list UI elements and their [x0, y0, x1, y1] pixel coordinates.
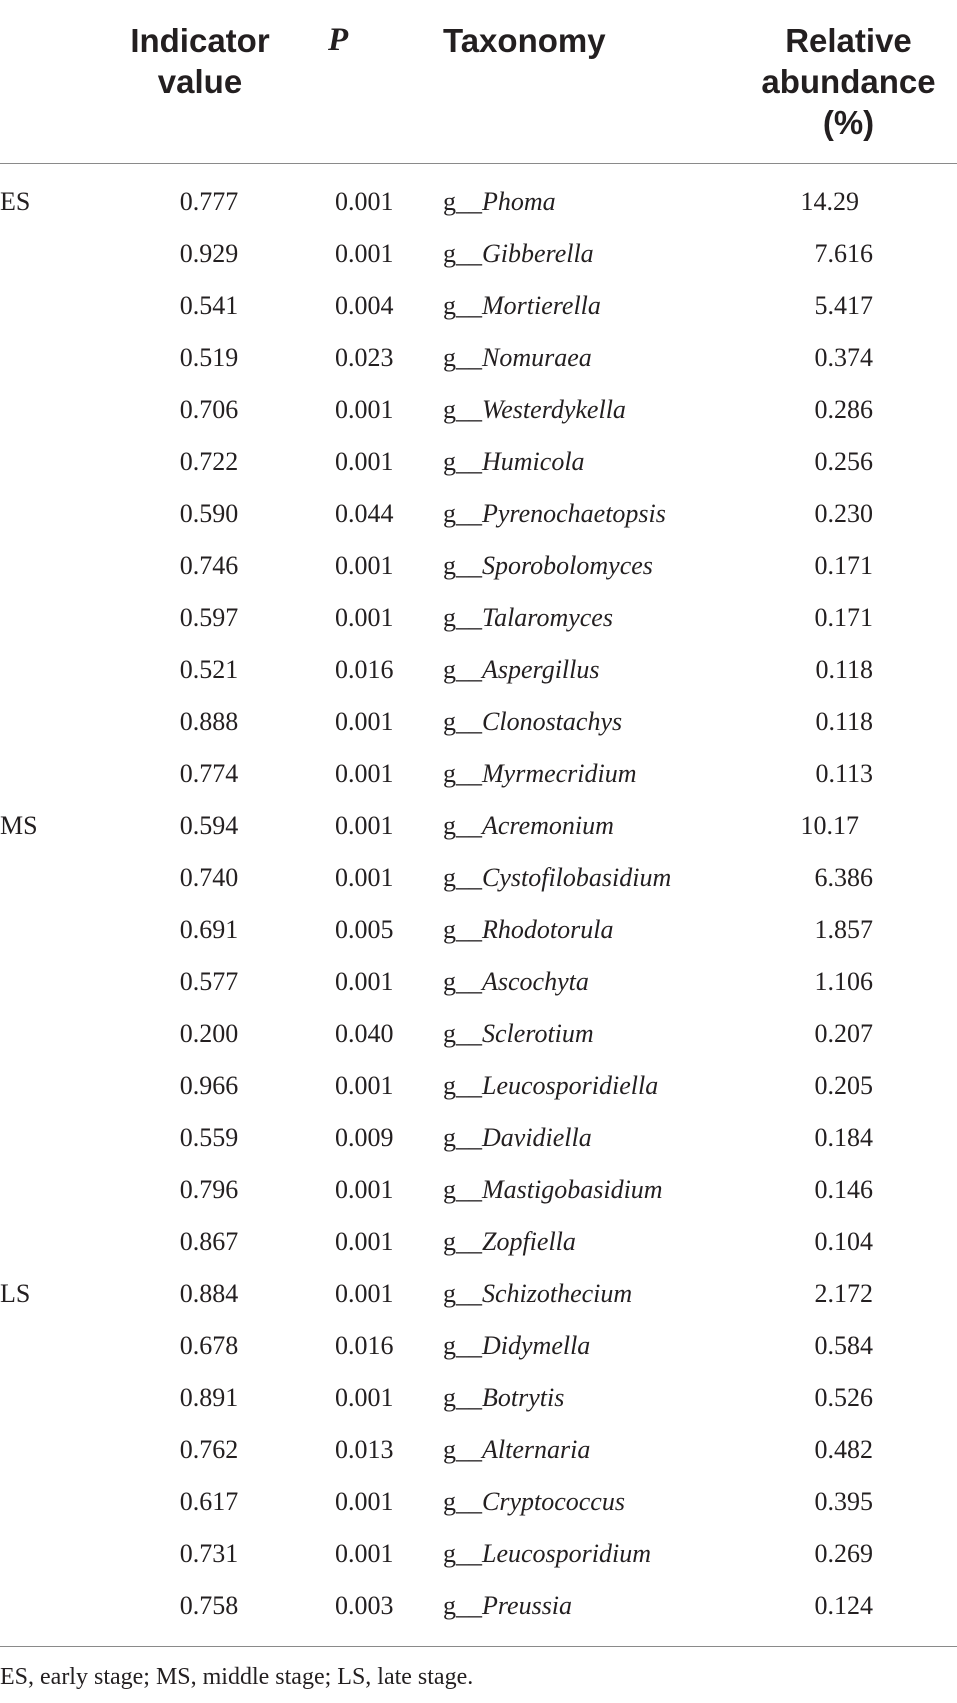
genus-name: Sclerotium	[482, 1019, 594, 1048]
relative-abundance-cell: 0.104	[814, 1227, 873, 1256]
stage-cell	[0, 696, 110, 748]
p-value-cell: 0.023	[335, 343, 394, 372]
p-value-cell: 0.001	[335, 551, 394, 580]
table-row	[0, 488, 957, 540]
genus-name: Botrytis	[482, 1383, 565, 1412]
table-row	[0, 1372, 957, 1424]
genus-name: Mastigobasidium	[482, 1175, 663, 1204]
genus-name: Westerdykella	[482, 395, 626, 424]
genus-name: Schizothecium	[482, 1279, 633, 1308]
relative-abundance-cell: 14.29	[800, 187, 859, 216]
relative-abundance-cell: 0.482	[814, 1435, 873, 1464]
taxonomy-cell	[420, 436, 700, 488]
stage-cell	[0, 644, 110, 696]
p-value-cell: 0.001	[335, 239, 394, 268]
taxonomy-cell	[420, 1060, 700, 1112]
header-row	[0, 0, 957, 164]
taxonomy-prefix: g__	[443, 395, 482, 424]
taxonomy-prefix: g__	[443, 551, 482, 580]
indicator-value-cell: 0.796	[179, 1175, 239, 1204]
taxonomy-prefix: g__	[443, 499, 482, 528]
taxonomy-cell	[420, 800, 700, 852]
stage-cell	[0, 592, 110, 644]
table-row	[0, 1424, 957, 1476]
p-value-cell: 0.001	[335, 707, 394, 736]
indicator-value-cell: 0.762	[179, 1435, 239, 1464]
stage-cell	[0, 384, 110, 436]
taxonomy-cell	[420, 1008, 700, 1060]
table-row	[0, 436, 957, 488]
taxonomy-prefix: g__	[443, 1279, 482, 1308]
genus-name: Talaromyces	[482, 603, 613, 632]
stage-cell	[0, 228, 110, 280]
taxonomy-prefix: g__	[443, 603, 482, 632]
genus-name: Didymella	[482, 1331, 591, 1360]
indicator-value-cell: 0.691	[179, 915, 239, 944]
genus-name: Cystofilobasidium	[482, 863, 672, 892]
p-value-cell: 0.001	[335, 1487, 394, 1516]
relative-abundance-cell: 0.124	[700, 1580, 957, 1647]
stage-cell	[0, 1060, 110, 1112]
taxonomy-cell	[420, 852, 700, 904]
header-taxonomy: Taxonomy	[420, 0, 700, 164]
genus-name: Phoma	[482, 187, 556, 216]
indicator-value-cell: 0.200	[179, 1019, 239, 1048]
genus-name: Sporobolomyces	[482, 551, 653, 580]
indicator-value-cell: 0.594	[179, 811, 239, 840]
taxonomy-cell	[420, 696, 700, 748]
p-value-cell: 0.001	[335, 759, 394, 788]
taxonomy-cell	[420, 1476, 700, 1528]
relative-abundance-cell: 5.417	[814, 291, 873, 320]
indicator-value-cell: 0.597	[179, 603, 239, 632]
taxonomy-prefix: g__	[443, 1227, 482, 1256]
table-body	[0, 164, 957, 1647]
taxonomy-prefix: g__	[443, 1019, 482, 1048]
genus-name: Preussia	[482, 1591, 573, 1620]
stage-cell: LS	[0, 1279, 31, 1308]
relative-abundance-cell: 0.526	[814, 1383, 873, 1412]
genus-name: Acremonium	[482, 811, 614, 840]
indicator-value-cell: 0.867	[179, 1227, 239, 1256]
relative-abundance-cell: 0.118	[815, 655, 873, 684]
relative-abundance-cell: 0.146	[814, 1175, 873, 1204]
genus-name: Cryptococcus	[482, 1487, 625, 1516]
genus-name: Myrmecridium	[482, 759, 637, 788]
genus-name: Gibberella	[482, 239, 594, 268]
table-row	[0, 1060, 957, 1112]
indicator-value-cell: 0.590	[179, 499, 239, 528]
p-value-cell: 0.016	[335, 655, 394, 684]
header-relative-line2: abundance (%)	[761, 63, 936, 141]
taxonomy-cell	[420, 644, 700, 696]
relative-abundance-cell: 0.395	[814, 1487, 873, 1516]
p-value-cell: 0.001	[335, 863, 394, 892]
indicator-value-cell: 0.521	[179, 655, 239, 684]
relative-abundance-cell: 1.106	[814, 967, 873, 996]
indicator-value-cell: 0.891	[179, 1383, 239, 1412]
table-row	[0, 384, 957, 436]
p-value-cell: 0.001	[335, 447, 394, 476]
taxonomy-cell	[420, 1164, 700, 1216]
indicator-value-cell: 0.774	[179, 759, 239, 788]
taxonomy-cell	[420, 1580, 700, 1647]
table-header	[0, 0, 957, 164]
genus-name: Aspergillus	[482, 655, 600, 684]
taxonomy-cell	[420, 904, 700, 956]
stage-cell	[0, 488, 110, 540]
taxonomy-prefix: g__	[443, 1331, 482, 1360]
taxonomy-prefix: g__	[443, 343, 482, 372]
relative-abundance-cell: 2.172	[814, 1279, 873, 1308]
indicator-value-cell: 0.706	[179, 395, 239, 424]
relative-abundance-cell: 0.256	[814, 447, 873, 476]
genus-name: Ascochyta	[482, 967, 589, 996]
table-row	[0, 1528, 957, 1580]
table-row	[0, 1216, 957, 1268]
p-value-cell: 0.005	[335, 915, 394, 944]
taxonomy-cell	[420, 1268, 700, 1320]
relative-abundance-cell: 0.171	[814, 551, 873, 580]
taxonomy-prefix: g__	[443, 655, 482, 684]
table-row	[0, 956, 957, 1008]
taxonomy-prefix: g__	[443, 759, 482, 788]
stage-cell	[0, 1112, 110, 1164]
p-value-cell: 0.001	[335, 1071, 394, 1100]
genus-name: Leucosporidium	[482, 1539, 651, 1568]
taxonomy-cell	[420, 1320, 700, 1372]
taxonomy-cell	[420, 488, 700, 540]
table-row	[0, 592, 957, 644]
genus-name: Leucosporidiella	[482, 1071, 659, 1100]
genus-name: Pyrenochaetopsis	[482, 499, 666, 528]
p-value-cell: 0.001	[335, 1383, 394, 1412]
stage-cell: ES	[0, 187, 31, 216]
genus-name: Nomuraea	[482, 343, 592, 372]
taxonomy-prefix: g__	[443, 1539, 482, 1568]
genus-name: Humicola	[482, 447, 585, 476]
p-value-cell: 0.001	[335, 967, 394, 996]
header-stage	[0, 0, 110, 164]
table-row	[0, 1320, 957, 1372]
taxonomy-prefix: g__	[443, 1435, 482, 1464]
table-spacer-row	[0, 164, 957, 177]
taxonomy-prefix: g__	[443, 187, 482, 216]
stage-cell	[0, 540, 110, 592]
taxonomy-cell	[420, 384, 700, 436]
genus-name: Zopfiella	[482, 1227, 576, 1256]
spacer-cell	[0, 164, 957, 177]
taxonomy-prefix: g__	[443, 1123, 482, 1152]
taxonomy-cell	[420, 280, 700, 332]
relative-abundance-cell: 0.230	[814, 499, 873, 528]
taxonomy-prefix: g__	[443, 967, 482, 996]
header-indicator-line1: Indicator	[130, 22, 270, 59]
taxonomy-prefix: g__	[443, 707, 482, 736]
relative-abundance-cell: 0.113	[815, 759, 873, 788]
taxonomy-cell	[420, 1528, 700, 1580]
stage-cell	[0, 1164, 110, 1216]
indicator-value-cell: 0.559	[179, 1123, 239, 1152]
p-value-cell: 0.001	[335, 811, 394, 840]
taxonomy-cell	[420, 592, 700, 644]
indicator-value-cell: 0.777	[179, 187, 239, 216]
table-row	[0, 228, 957, 280]
stage-cell	[0, 1372, 110, 1424]
indicator-value-cell: 0.678	[179, 1331, 239, 1360]
stage-cell	[0, 956, 110, 1008]
table-footnote: ES, early stage; MS, middle stage; LS, late stage.	[0, 1664, 474, 1690]
taxonomy-cell	[420, 1424, 700, 1476]
indicator-value-cell: 0.884	[179, 1279, 239, 1308]
taxonomy-cell	[420, 332, 700, 384]
genus-name: Rhodotorula	[482, 915, 614, 944]
relative-abundance-cell: 6.386	[814, 863, 873, 892]
p-value-cell: 0.040	[335, 1019, 394, 1048]
stage-cell	[0, 1528, 110, 1580]
genus-name: Alternaria	[482, 1435, 591, 1464]
indicator-value-cell: 0.740	[179, 863, 239, 892]
table-row	[0, 904, 957, 956]
p-value-cell: 0.044	[335, 499, 394, 528]
stage-cell	[0, 1580, 110, 1647]
relative-abundance-cell: 10.17	[800, 811, 859, 840]
header-indicator-line2: value	[157, 63, 243, 100]
header-indicator-value	[110, 0, 290, 164]
relative-abundance-cell: 0.286	[814, 395, 873, 424]
table-row	[0, 696, 957, 748]
genus-name: Clonostachys	[482, 707, 623, 736]
table-row	[0, 852, 957, 904]
taxonomy-prefix: g__	[443, 1487, 482, 1516]
stage-cell	[0, 1320, 110, 1372]
p-value-cell: 0.009	[335, 1123, 394, 1152]
stage-cell	[0, 904, 110, 956]
relative-abundance-cell: 0.184	[814, 1123, 873, 1152]
p-value-cell: 0.001	[335, 1227, 394, 1256]
table-row	[0, 800, 957, 852]
taxonomy-prefix: g__	[443, 1383, 482, 1412]
table-row	[0, 644, 957, 696]
taxonomy-cell	[420, 748, 700, 800]
stage-cell	[0, 436, 110, 488]
table-row	[0, 1164, 957, 1216]
indicator-value-cell: 0.966	[179, 1071, 239, 1100]
relative-abundance-cell: 0.205	[814, 1071, 873, 1100]
stage-cell	[0, 332, 110, 384]
relative-abundance-cell: 0.374	[814, 343, 873, 372]
table-row	[0, 332, 957, 384]
taxonomy-cell	[420, 956, 700, 1008]
taxonomy-cell	[420, 1112, 700, 1164]
p-value-cell: 0.001	[335, 395, 394, 424]
p-value-cell: 0.001	[335, 1279, 394, 1308]
p-value-cell: 0.001	[335, 187, 394, 216]
relative-abundance-cell: 0.269	[814, 1539, 873, 1568]
indicator-value-cell: 0.541	[179, 291, 239, 320]
taxonomy-cell	[420, 176, 700, 228]
taxonomy-prefix: g__	[443, 863, 482, 892]
indicator-value-cell: 0.731	[179, 1539, 239, 1568]
relative-abundance-cell: 7.616	[814, 239, 873, 268]
taxonomy-prefix: g__	[443, 811, 482, 840]
p-value-cell: 0.003	[290, 1580, 420, 1647]
table-row	[0, 540, 957, 592]
stage-cell	[0, 1008, 110, 1060]
taxonomy-cell	[420, 1216, 700, 1268]
genus-name: Davidiella	[482, 1123, 592, 1152]
taxonomy-prefix: g__	[443, 1071, 482, 1100]
relative-abundance-cell: 0.118	[815, 707, 873, 736]
indicator-value-cell: 0.746	[179, 551, 239, 580]
taxonomy-prefix: g__	[443, 1175, 482, 1204]
p-value-cell: 0.013	[335, 1435, 394, 1464]
genus-name: Mortierella	[482, 291, 601, 320]
taxonomy-prefix: g__	[443, 1591, 482, 1620]
table-row	[0, 748, 957, 800]
header-p-value: P	[290, 0, 420, 164]
indicator-value-cell: 0.617	[179, 1487, 239, 1516]
indicator-value-cell: 0.577	[179, 967, 239, 996]
p-value-cell: 0.001	[335, 1539, 394, 1568]
indicator-value-cell: 0.758	[110, 1580, 290, 1647]
stage-cell	[0, 1216, 110, 1268]
table-row	[0, 280, 957, 332]
p-value-cell: 0.001	[335, 603, 394, 632]
taxonomy-cell	[420, 1372, 700, 1424]
taxonomy-cell	[420, 540, 700, 592]
p-value-cell: 0.001	[335, 1175, 394, 1204]
stage-cell	[0, 1476, 110, 1528]
stage-cell: MS	[0, 811, 38, 840]
stage-cell	[0, 280, 110, 332]
indicator-value-cell: 0.888	[179, 707, 239, 736]
relative-abundance-cell: 1.857	[814, 915, 873, 944]
table-row	[0, 1476, 957, 1528]
table-row	[0, 1580, 957, 1647]
indicator-value-cell: 0.519	[179, 343, 239, 372]
taxonomy-cell	[420, 228, 700, 280]
taxonomy-prefix: g__	[443, 915, 482, 944]
header-relative-abundance	[700, 0, 957, 164]
stage-cell	[0, 1424, 110, 1476]
stage-cell	[0, 748, 110, 800]
relative-abundance-cell: 0.584	[814, 1331, 873, 1360]
indicator-value-cell: 0.929	[179, 239, 239, 268]
table-row	[0, 176, 957, 228]
relative-abundance-cell: 0.207	[814, 1019, 873, 1048]
table-row	[0, 1268, 957, 1320]
taxonomy-prefix: g__	[443, 447, 482, 476]
taxonomy-prefix: g__	[443, 239, 482, 268]
taxonomy-prefix: g__	[443, 291, 482, 320]
stage-cell	[0, 852, 110, 904]
p-value-cell: 0.004	[335, 291, 394, 320]
table-row	[0, 1112, 957, 1164]
indicator-value-cell: 0.722	[179, 447, 239, 476]
relative-abundance-cell: 0.171	[814, 603, 873, 632]
p-value-cell: 0.016	[335, 1331, 394, 1360]
table-row	[0, 1008, 957, 1060]
header-relative-line1: Relative	[785, 22, 912, 59]
